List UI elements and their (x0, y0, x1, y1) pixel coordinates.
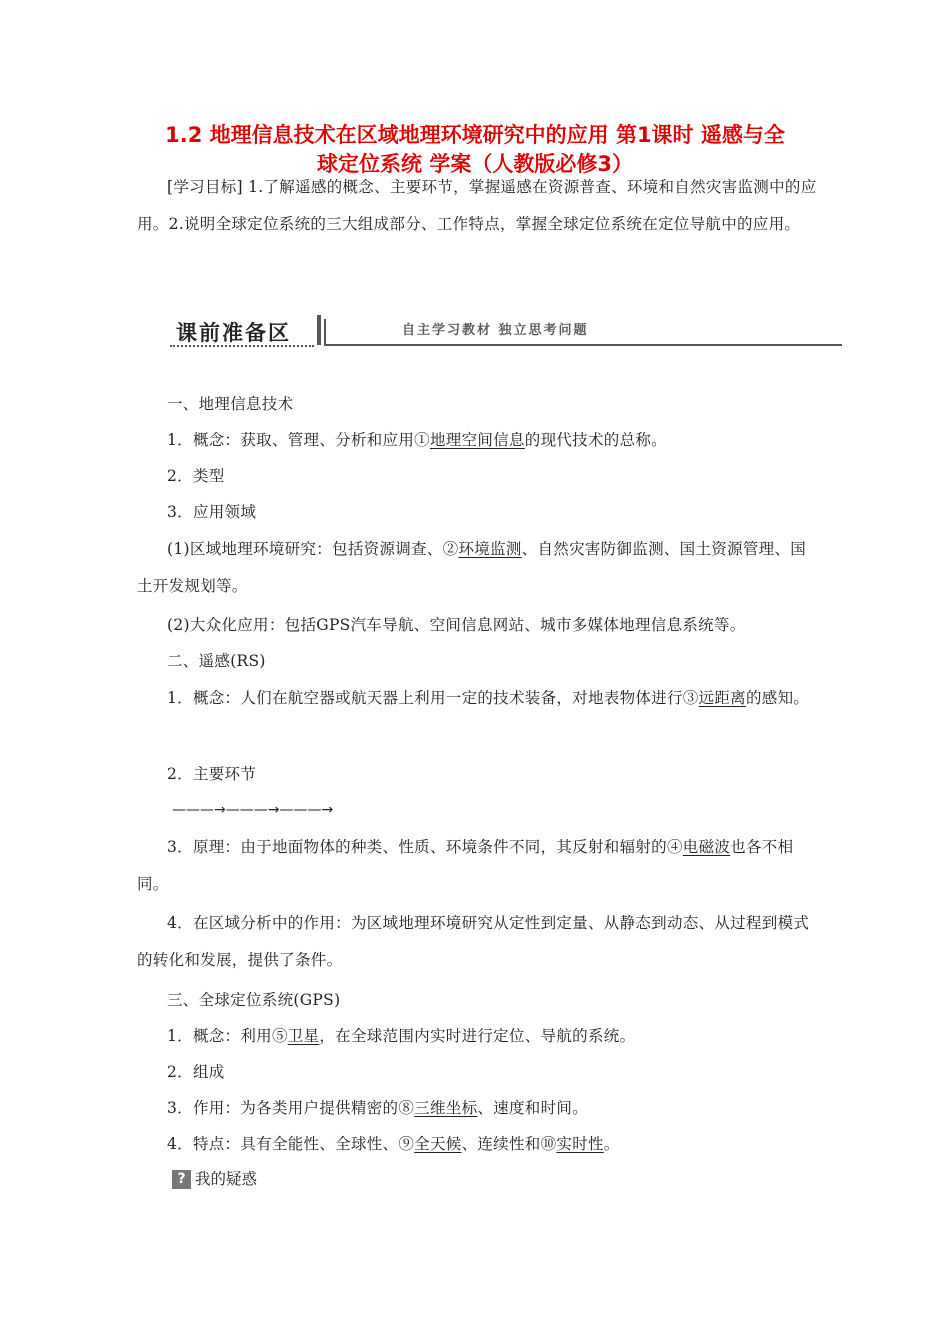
section-heading-rs: 二、遥感(RS) (167, 652, 266, 670)
gis-types: 2．类型 (167, 467, 225, 485)
gps-features: 4．特点：具有全能性、全球性、⑨全天候、连续性和⑩实时性。 (167, 1135, 620, 1153)
gis-application-public: (2)大众化应用：包括GPS汽车导航、空间信息网站、城市多媒体地理信息系统等。 (167, 616, 746, 634)
banner-title: 课前准备区 (176, 321, 291, 345)
gis-concept: 1．概念：获取、管理、分析和应用①地理空间信息的现代技术的总称。 (167, 431, 667, 449)
gps-concept: 1．概念：利用⑤卫星，在全球范围内实时进行定位、导航的系统。 (167, 1027, 636, 1045)
question-icon: ? (172, 1170, 191, 1189)
section-heading-gis: 一、地理信息技术 (167, 395, 294, 413)
banner-rule (324, 344, 842, 346)
answer-10: 实时性 (556, 1135, 604, 1153)
gis-application-regional: (1)区域地理环境研究：包括资源调查、②环境监测、自然灾害防御监测、国土资源管理、国土开发规划等。 (137, 540, 807, 595)
answer-8: 三维坐标 (414, 1099, 478, 1117)
answer-2: 环境监测 (458, 540, 522, 558)
rs-principle: 3．原理：由于地面物体的种类、性质、环境条件不同，其反射和辐射的④电磁波也各不相同。 (137, 838, 794, 893)
banner-bar (317, 315, 321, 345)
gis-applications: 3．应用领域 (167, 503, 257, 521)
gps-composition: 2．组成 (167, 1063, 225, 1081)
answer-3: 远距离 (698, 689, 746, 707)
banner-subtitle: 自主学习教材 独立思考问题 (402, 323, 589, 338)
rs-role: 4．在区域分析中的作用：为区域地理环境研究从定性到定量、从静态到动态、从过程到模式的转化和发展，提供了条件。 (137, 914, 810, 969)
rs-steps-arrows: ———→———→———→ (172, 802, 334, 818)
my-doubts-label: 我的疑惑 (195, 1170, 258, 1188)
rs-main-steps: 2．主要环节 (167, 765, 257, 783)
answer-9: 全天候 (414, 1135, 462, 1153)
answer-4: 电磁波 (682, 838, 731, 856)
section-banner (170, 313, 842, 353)
title-line-2: 球定位系统 学案（人教版必修3） (317, 152, 633, 176)
section-heading-gps: 三、全球定位系统(GPS) (167, 991, 341, 1009)
learning-objectives: [学习目标] 1.了解遥感的概念、主要环节，掌握遥感在资源普查、环境和自然灾害监测中的应用。2.说明全球定位系统的三大组成部分、工作特点，掌握全球定位系统在定位导航中的应用。 (137, 178, 817, 233)
gps-function: 3．作用：为各类用户提供精密的⑧三维坐标、速度和时间。 (167, 1099, 588, 1117)
title-line-1: 1.2 地理信息技术在区域地理环境研究中的应用 第1课时 遥感与全 (165, 123, 785, 147)
answer-5: 卫星 (287, 1027, 320, 1045)
banner-bar-thin (324, 319, 326, 345)
answer-1: 地理空间信息 (429, 431, 525, 449)
rs-concept: 1．概念：人们在航空器或航天器上利用一定的技术装备，对地表物体进行③远距离的感知。 (167, 689, 810, 707)
